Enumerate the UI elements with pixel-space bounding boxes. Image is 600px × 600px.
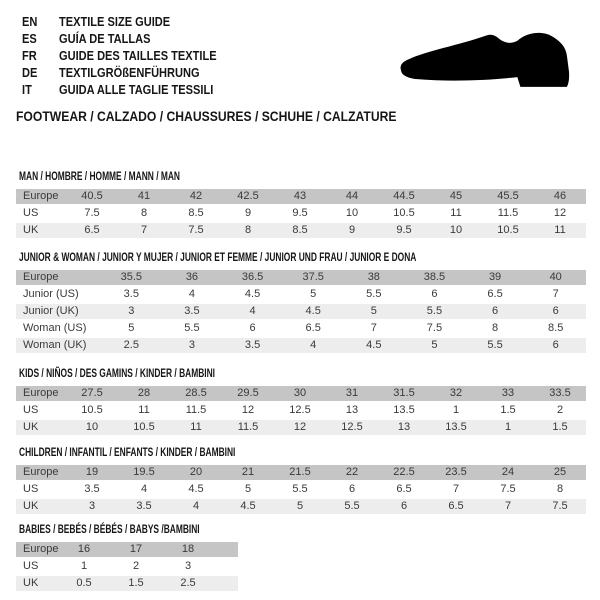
size-cell: 12.5 xyxy=(274,402,326,419)
table-row xyxy=(16,481,586,498)
size-cell: 11.5 xyxy=(482,205,534,222)
language-code: EN xyxy=(22,14,38,29)
size-cell: 32 xyxy=(430,386,482,402)
size-cell: 9.5 xyxy=(378,222,430,239)
shoe-icon xyxy=(399,32,573,89)
row-label: UK xyxy=(16,498,66,515)
section-man xyxy=(16,169,586,240)
size-cell: 0.5 xyxy=(58,575,110,592)
size-cell: 5.5 xyxy=(465,337,526,354)
size-cell: 35.5 xyxy=(101,270,162,286)
row-label: US xyxy=(16,558,58,575)
size-cell: 40.5 xyxy=(66,189,118,205)
size-table xyxy=(16,386,586,437)
table-title: BABIES / BEBÉS / BÉBÉS / BABYS /BAMBINI xyxy=(19,522,200,536)
language-code: IT xyxy=(22,82,32,97)
size-cell: 6.5 xyxy=(283,320,344,337)
language-text: GUIDE DES TAILLES TEXTILE xyxy=(59,48,217,63)
table-row xyxy=(16,402,586,419)
size-cell: 3 xyxy=(162,558,214,575)
size-cell: 10.5 xyxy=(482,222,534,239)
size-cell: 2.5 xyxy=(101,337,162,354)
section-junior-woman xyxy=(16,250,586,355)
size-cell: 3.5 xyxy=(222,337,283,354)
row-label: Woman (US) xyxy=(16,320,101,337)
size-cell: 3.5 xyxy=(162,303,223,320)
size-cell: 6.5 xyxy=(430,498,482,515)
size-cell: 7 xyxy=(430,481,482,498)
language-row xyxy=(22,64,244,81)
size-cell: 4 xyxy=(118,481,170,498)
section-babies xyxy=(16,522,586,593)
size-cell: 17 xyxy=(110,542,162,558)
row-label: US xyxy=(16,481,66,498)
size-cell: 8 xyxy=(465,320,526,337)
size-cell: 7.5 xyxy=(170,222,222,239)
size-cell: 25 xyxy=(534,465,586,481)
size-cell: 12 xyxy=(222,402,274,419)
size-cell: 16 xyxy=(58,542,110,558)
table-row xyxy=(16,465,586,481)
size-cell: 5 xyxy=(404,337,465,354)
size-cell: 6 xyxy=(525,337,586,354)
size-cell: 6.5 xyxy=(66,222,118,239)
size-cell: 3.5 xyxy=(66,481,118,498)
size-cell: 36 xyxy=(162,270,223,286)
size-cell: 19 xyxy=(66,465,118,481)
size-cell: 21 xyxy=(222,465,274,481)
size-cell: 23.5 xyxy=(430,465,482,481)
size-cell: 43 xyxy=(274,189,326,205)
size-cell: 9 xyxy=(326,222,378,239)
size-cell: 4 xyxy=(222,303,283,320)
size-cell: 3.5 xyxy=(101,286,162,303)
size-cell: 10 xyxy=(66,419,118,436)
size-cell: 11.5 xyxy=(222,419,274,436)
size-cell: 8.5 xyxy=(274,222,326,239)
table-row xyxy=(16,270,586,286)
size-table xyxy=(16,542,238,593)
size-cell: 6 xyxy=(222,320,283,337)
size-cell: 5 xyxy=(274,498,326,515)
row-label: Junior (US) xyxy=(16,286,101,303)
language-code: DE xyxy=(22,65,38,80)
size-cell: 6 xyxy=(404,286,465,303)
size-cell: 3 xyxy=(162,337,223,354)
size-cell: 5.5 xyxy=(162,320,223,337)
table-title: MAN / HOMBRE / HOMME / MANN / MAN xyxy=(19,169,180,183)
size-cell: 13.5 xyxy=(378,402,430,419)
size-cell: 27.5 xyxy=(66,386,118,402)
row-label: UK xyxy=(16,222,66,239)
size-cell: 12 xyxy=(534,205,586,222)
size-cell: 2 xyxy=(534,402,586,419)
size-cell: 33 xyxy=(482,386,534,402)
size-cell: 13.5 xyxy=(430,419,482,436)
size-cell: 5.5 xyxy=(404,303,465,320)
spacer-cell xyxy=(214,558,238,575)
table-row xyxy=(16,286,586,303)
row-label: Europe xyxy=(16,386,66,402)
size-cell: 4.5 xyxy=(344,337,405,354)
size-cell: 4.5 xyxy=(283,303,344,320)
size-cell: 10 xyxy=(430,222,482,239)
size-cell: 2 xyxy=(110,558,162,575)
size-cell: 6 xyxy=(525,303,586,320)
size-cell: 13 xyxy=(326,402,378,419)
size-table xyxy=(16,189,586,240)
row-label: Woman (UK) xyxy=(16,337,101,354)
size-cell: 11 xyxy=(170,419,222,436)
shoe-icon-svg xyxy=(399,32,573,89)
size-cell: 5 xyxy=(283,286,344,303)
size-cell: 2.5 xyxy=(162,575,214,592)
size-cell: 8.5 xyxy=(525,320,586,337)
table-row xyxy=(16,337,586,354)
size-cell: 3 xyxy=(66,498,118,515)
size-cell: 11 xyxy=(430,205,482,222)
language-text: GUÍA DE TALLAS xyxy=(59,31,151,46)
language-row xyxy=(22,30,244,47)
size-cell: 1 xyxy=(482,419,534,436)
size-cell: 7 xyxy=(525,286,586,303)
size-cell: 11.5 xyxy=(170,402,222,419)
size-cell: 44 xyxy=(326,189,378,205)
table-row xyxy=(16,498,586,515)
size-cell: 28 xyxy=(118,386,170,402)
size-cell: 5 xyxy=(222,481,274,498)
size-cell: 5.5 xyxy=(344,286,405,303)
spacer-cell xyxy=(214,575,238,592)
language-row xyxy=(22,47,244,64)
size-cell: 10.5 xyxy=(118,419,170,436)
size-cell: 8 xyxy=(118,205,170,222)
size-cell: 30 xyxy=(274,386,326,402)
size-cell: 1 xyxy=(58,558,110,575)
size-cell: 19.5 xyxy=(118,465,170,481)
table-row xyxy=(16,205,586,222)
size-cell: 3 xyxy=(101,303,162,320)
size-cell: 1.5 xyxy=(534,419,586,436)
language-text: TEXTILGRÖßENFÜHRUNG xyxy=(59,65,200,80)
size-cell: 22 xyxy=(326,465,378,481)
table-row xyxy=(16,419,586,436)
size-cell: 37.5 xyxy=(283,270,344,286)
size-cell: 5 xyxy=(101,320,162,337)
language-code: FR xyxy=(22,48,37,63)
size-cell: 28.5 xyxy=(170,386,222,402)
language-code: ES xyxy=(22,31,37,46)
size-cell: 7 xyxy=(118,222,170,239)
size-cell: 7.5 xyxy=(534,498,586,515)
size-cell: 7.5 xyxy=(482,481,534,498)
size-cell: 6.5 xyxy=(378,481,430,498)
size-cell: 21.5 xyxy=(274,465,326,481)
size-cell: 31 xyxy=(326,386,378,402)
size-cell: 24 xyxy=(482,465,534,481)
size-cell: 1.5 xyxy=(110,575,162,592)
table-row xyxy=(16,189,586,205)
size-cell: 1.5 xyxy=(482,402,534,419)
size-cell: 18 xyxy=(162,542,214,558)
size-cell: 8 xyxy=(534,481,586,498)
size-cell: 6 xyxy=(465,303,526,320)
size-cell: 38 xyxy=(344,270,405,286)
language-row xyxy=(22,13,244,30)
table-row xyxy=(16,542,238,558)
size-cell: 42.5 xyxy=(222,189,274,205)
table-row xyxy=(16,222,586,239)
size-cell: 8 xyxy=(222,222,274,239)
size-cell: 5.5 xyxy=(274,481,326,498)
table-title: JUNIOR & WOMAN / JUNIOR Y MUJER / JUNIOR ET FEMME / JUNIOR UND FRAU / JUNIOR E DONA xyxy=(19,250,417,264)
row-label: UK xyxy=(16,575,58,592)
language-row xyxy=(22,81,244,98)
language-text: GUIDA ALLE TAGLIE TESSILI xyxy=(59,82,214,97)
row-label: Europe xyxy=(16,189,66,205)
row-label: Europe xyxy=(16,270,101,286)
size-cell: 22.5 xyxy=(378,465,430,481)
table-row xyxy=(16,303,586,320)
size-table xyxy=(16,465,586,516)
size-cell: 6 xyxy=(326,481,378,498)
size-cell: 4 xyxy=(170,498,222,515)
row-label: Europe xyxy=(16,465,66,481)
size-cell: 8.5 xyxy=(170,205,222,222)
size-cell: 39 xyxy=(465,270,526,286)
size-cell: 9.5 xyxy=(274,205,326,222)
size-cell: 10.5 xyxy=(66,402,118,419)
size-cell: 4.5 xyxy=(222,286,283,303)
table-title: KIDS / NIÑOS / DES GAMINS / KINDER / BAMBINI xyxy=(19,366,216,380)
size-cell: 5 xyxy=(344,303,405,320)
size-cell: 7 xyxy=(344,320,405,337)
table-row xyxy=(16,320,586,337)
size-cell: 45.5 xyxy=(482,189,534,205)
size-cell: 11 xyxy=(534,222,586,239)
size-cell: 7 xyxy=(482,498,534,515)
size-cell: 4 xyxy=(283,337,344,354)
table-row xyxy=(16,386,586,402)
size-cell: 12 xyxy=(274,419,326,436)
size-cell: 5.5 xyxy=(326,498,378,515)
size-cell: 7.5 xyxy=(404,320,465,337)
size-cell: 6 xyxy=(378,498,430,515)
size-cell: 20 xyxy=(170,465,222,481)
size-cell: 41 xyxy=(118,189,170,205)
size-cell: 1 xyxy=(430,402,482,419)
size-cell: 11 xyxy=(118,402,170,419)
size-cell: 44.5 xyxy=(378,189,430,205)
row-label: UK xyxy=(16,419,66,436)
size-cell: 13 xyxy=(378,419,430,436)
size-cell: 7.5 xyxy=(66,205,118,222)
size-cell: 45 xyxy=(430,189,482,205)
row-label: US xyxy=(16,205,66,222)
row-label: US xyxy=(16,402,66,419)
size-cell: 36.5 xyxy=(222,270,283,286)
size-cell: 40 xyxy=(525,270,586,286)
size-cell: 10 xyxy=(326,205,378,222)
table-title: CHILDREN / INFANTIL / ENFANTS / KINDER / BAMBINI xyxy=(19,445,236,459)
table-row xyxy=(16,575,238,592)
size-cell: 29.5 xyxy=(222,386,274,402)
size-cell: 3.5 xyxy=(118,498,170,515)
size-cell: 4.5 xyxy=(222,498,274,515)
size-cell: 4 xyxy=(162,286,223,303)
size-cell: 31.5 xyxy=(378,386,430,402)
size-table xyxy=(16,270,586,355)
size-cell: 12.5 xyxy=(326,419,378,436)
size-cell: 4.5 xyxy=(170,481,222,498)
size-cell: 42 xyxy=(170,189,222,205)
size-cell: 33.5 xyxy=(534,386,586,402)
language-text: TEXTILE SIZE GUIDE xyxy=(59,14,171,29)
category-title: FOOTWEAR / CALZADO / CHAUSSURES / SCHUHE / CALZATURE xyxy=(16,109,397,124)
size-cell: 6.5 xyxy=(465,286,526,303)
size-cell: 9 xyxy=(222,205,274,222)
section-kids xyxy=(16,366,586,437)
size-cell: 46 xyxy=(534,189,586,205)
spacer-cell xyxy=(214,542,238,558)
size-cell: 10.5 xyxy=(378,205,430,222)
row-label: Junior (UK) xyxy=(16,303,101,320)
row-label: Europe xyxy=(16,542,58,558)
table-row xyxy=(16,558,238,575)
section-children xyxy=(16,445,586,516)
language-list xyxy=(22,13,244,98)
size-cell: 38.5 xyxy=(404,270,465,286)
